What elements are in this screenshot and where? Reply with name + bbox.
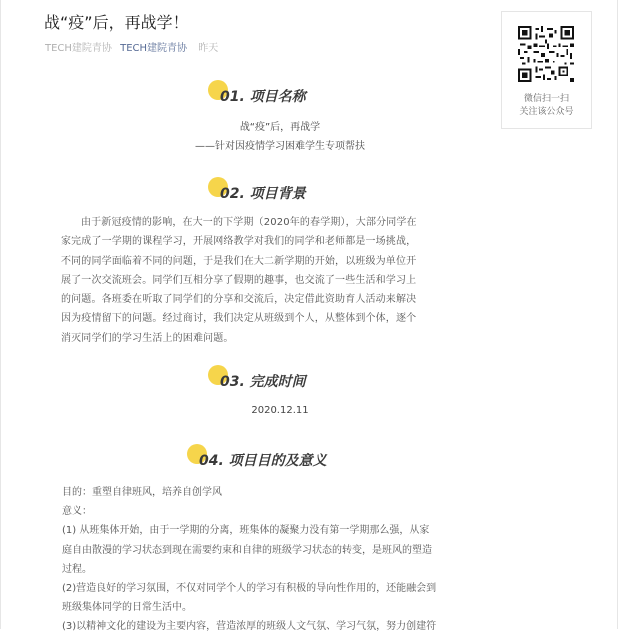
paragraph-line: 消灭同学们的学习生活上的困难问题。 <box>61 332 234 344</box>
text-line: 庭自由散漫的学习状态到现在需要约束和自律的班级学习状态的转变，是班风的塑造 <box>62 544 432 556</box>
project-name-line-2: ——针对因疫情学习困难学生专项帮扶 <box>195 141 365 152</box>
qr-code-icon[interactable] <box>518 26 574 82</box>
article-title: 战“疫”后，再战学！ <box>44 13 189 32</box>
section-title: 04. 项目目的及意义 <box>199 453 327 469</box>
text-line: 班级集体同学的日常生活中。 <box>62 602 192 614</box>
background-paragraph <box>61 213 469 348</box>
paragraph-line: 展了一次交流班会。同学们互相分享了假期的趣事，也交流了一些生活和学习上 <box>61 274 417 286</box>
paragraph-line: 家完成了一学期的课程学习，开展网络教学对我们的同学和老师都是一场挑战， <box>61 236 417 248</box>
purpose-text <box>62 483 472 637</box>
author-name: TECH建院青协 <box>45 43 112 54</box>
text-line: 意义： <box>62 506 92 518</box>
section-title: 02. 项目背景 <box>220 186 306 202</box>
section-heading-4 <box>0 444 560 468</box>
text-line: 过程。 <box>62 563 92 575</box>
paragraph-line: 的问题。各班委在听取了同学们的分享和交流后，决定借此资助育人活动来解决 <box>61 294 417 306</box>
qr-caption-line-2: 关注该公众号 <box>519 107 574 117</box>
paragraph-line: 不同的同学面临着不同的问题，于是我们在大二新学期的开始，以班级为单位开 <box>61 255 417 267</box>
qr-code-panel <box>501 11 592 129</box>
section-heading-2 <box>0 177 560 201</box>
completion-date: 2020.12.11 <box>251 405 309 416</box>
project-name-line-1: 战“疫”后，再战学 <box>239 122 321 133</box>
paragraph-line: 因为疫情留下的问题。经过商讨，我们决定从班级到个人，从整体到个体，逐个 <box>61 313 417 325</box>
article-meta <box>45 39 218 54</box>
text-line: 目的：重塑自律班风，培养自创学风 <box>62 487 222 498</box>
section-heading-1 <box>0 80 560 104</box>
text-line: (2)营造良好的学习氛围，不仅对同学个人的学习有积极的导向性作用的，还能融会到 <box>62 583 437 595</box>
section-title: 03. 完成时间 <box>220 374 306 390</box>
paragraph-line: 由于新冠疫情的影响，在大一的下学期（2020年的春学期），大部分同学在 <box>81 217 417 228</box>
section-heading-3 <box>0 365 560 389</box>
text-line: (1) 从班集体开始，由于一学期的分离，班集体的凝聚力没有第一学期那么强，从家 <box>62 525 430 537</box>
publish-time: 昨天 <box>198 43 219 54</box>
section-title: 01. 项目名称 <box>220 89 306 105</box>
qr-caption-line-1: 微信扫一扫 <box>523 94 569 104</box>
text-line: (3)以精神文化的建设为主要内容，营造浓厚的班级人文气氛、学习气氛，努力创建符 <box>62 621 437 633</box>
account-link[interactable]: TECH建院青协 <box>120 43 188 54</box>
